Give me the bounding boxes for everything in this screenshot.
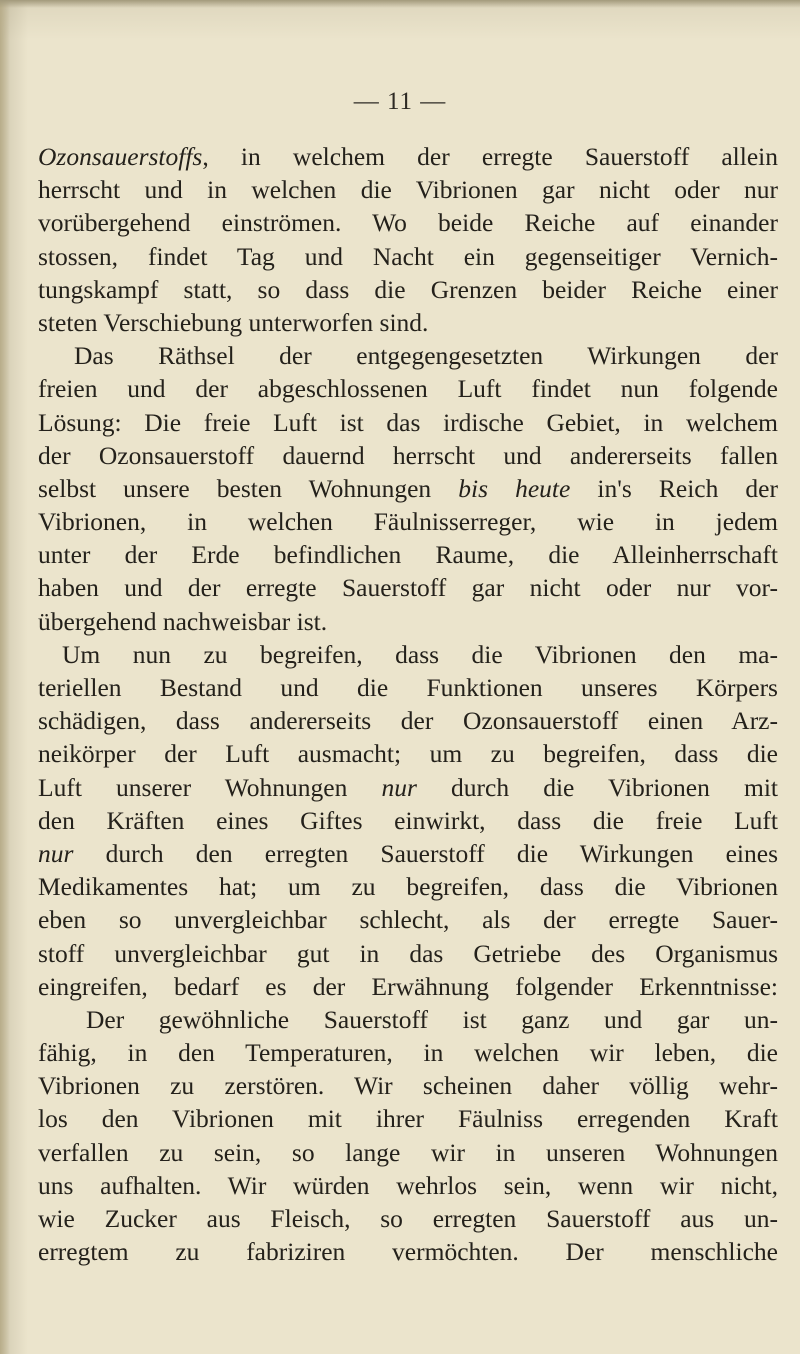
- text-line: haben und der erregte Sauerstoff gar nicht oder nur vor-: [38, 573, 778, 603]
- page-top-shadow: [0, 0, 800, 8]
- text-line: schädigen, dass andererseits der Ozonsauerstoff einen Arz-: [38, 706, 778, 736]
- text-line: los den Vibrionen mit ihrer Fäulniss erregenden Kraft: [38, 1104, 778, 1134]
- text-line: fähig, in den Temperaturen, in welchen wir leben, die: [38, 1038, 778, 1068]
- text-line: freien und der abgeschlossenen Luft findet nun folgende: [38, 374, 778, 404]
- text-line: stossen, findet Tag und Nacht ein gegenseitiger Vernich-: [38, 241, 778, 271]
- text-line: Luft unserer Wohnungen nur durch die Vibrionen mit: [38, 772, 778, 802]
- text-line: selbst unsere besten Wohnungen bis heute in's Reich der: [38, 473, 778, 503]
- text-line: stoff unvergleichbar gut in das Getriebe des Organismus: [38, 938, 778, 968]
- text-line: den Kräften eines Giftes einwirkt, dass die freie Luft: [38, 805, 778, 835]
- text-line: verfallen zu sein, so lange wir in unseren Wohnungen: [38, 1137, 778, 1167]
- text-line: eingreifen, bedarf es der Erwähnung folgender Erkenntnisse:: [38, 971, 778, 1001]
- text-line: nur durch den erregten Sauerstoff die Wirkungen eines: [38, 838, 778, 868]
- text-line: wie Zucker aus Fleisch, so erregten Sauerstoff aus un-: [38, 1204, 778, 1233]
- page-binding-shadow: [0, 0, 10, 1354]
- body-text: [38, 140, 778, 1268]
- text-line: erregtem zu fabriziren vermöchten. Der menschliche: [38, 1237, 778, 1267]
- text-line: neikörper der Luft ausmacht; um zu begreifen, dass die: [38, 739, 778, 769]
- text-line: Der gewöhnliche Sauerstoff ist ganz und gar un-: [86, 1004, 778, 1034]
- text-line: herrscht und in welchen die Vibrionen gar nicht oder nur: [38, 175, 778, 205]
- text-line: Lösung: Die freie Luft ist das irdische Gebiet, in welchem: [38, 407, 778, 437]
- text-line: übergehend nachweisbar ist.: [38, 606, 328, 636]
- text-line: der Ozonsauerstoff dauernd herrscht und andererseits fallen: [38, 440, 778, 470]
- text-line: eben so unvergleichbar schlecht, als der erregte Sauer-: [38, 905, 778, 935]
- text-line: Um nun zu begreifen, dass die Vibrionen den ma-: [62, 639, 778, 669]
- italic-term: nur: [38, 838, 74, 868]
- text-line: unter der Erde befindlichen Raume, die Alleinherrschaft: [38, 540, 778, 570]
- text-line: teriellen Bestand und die Funktionen unseres Körpers: [38, 673, 778, 702]
- text-line: vorübergehend einströmen. Wo beide Reiche auf einander: [38, 208, 778, 238]
- page-number-header: — 11 —: [353, 88, 447, 115]
- italic-term: Ozonsauerstoffs: [38, 142, 203, 171]
- text-line: steten Verschiebung unterworfen sind.: [38, 307, 429, 337]
- italic-term: nur: [381, 772, 417, 802]
- text-line: Ozonsauerstoffs, in welchem der erregte Sauerstoff allein: [38, 142, 778, 171]
- text-line: Das Räthsel der entgegengesetzten Wirkungen der: [74, 341, 778, 371]
- text-line: Medikamentes hat; um zu begreifen, dass die Vibrionen: [38, 872, 778, 902]
- italic-term: bis heute: [458, 473, 571, 503]
- text-line: tungskampf statt, so dass die Grenzen beider Reiche einer: [38, 274, 778, 304]
- text-line: uns aufhalten. Wir würden wehrlos sein, wenn wir nicht,: [38, 1170, 778, 1200]
- text-line: Vibrionen zu zerstören. Wir scheinen daher völlig wehr-: [38, 1071, 778, 1101]
- text-line: Vibrionen, in welchen Fäulnisserreger, wie in jedem: [38, 507, 778, 537]
